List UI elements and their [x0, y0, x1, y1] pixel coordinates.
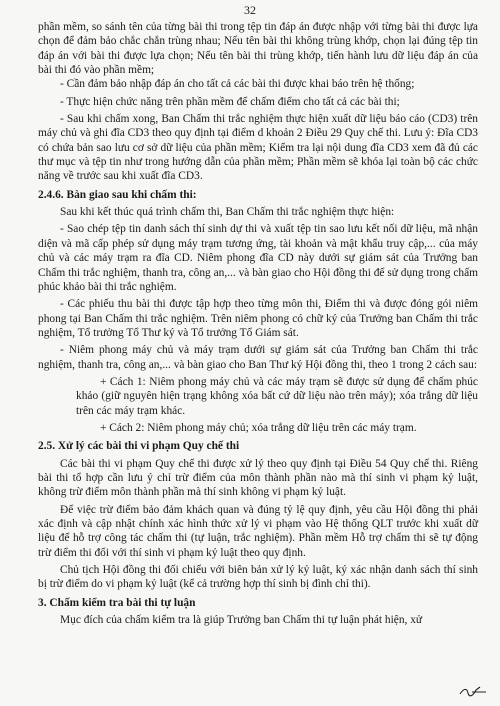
paragraph-continuation: phần mềm, so sánh tên của từng bài thi trong tệp tin đáp án được nhập với từng bài thi được lựa chọn để đảm bảo chắc chắn trùng nhau; Nếu tên bài thi không trùng khớp, chọn lại đúng tệp tin đáp án với bài thi được lựa chọn; Nếu tên bài thi trùng khớp, tiến hành lưu dữ liệu đáp án của bài thi đó vào phần mềm; — [38, 21, 478, 77]
heading-2-4-6: 2.4.6. Bàn giao sau khi chấm thi: — [38, 188, 197, 201]
paragraph-purpose: Mục đích của chấm kiểm tra là giúp Trưởng ban Chấm thi tự luận phát hiện, xử — [60, 614, 423, 627]
bullet-enter-answers: - Cần đảm bảo nhập đáp án cho tất cả các bài thi được khai báo trên hệ thống; — [60, 78, 415, 91]
heading-3: 3. Chấm kiểm tra bài thi tự luận — [38, 596, 196, 609]
bullet-export-cd3: - Sau khi chấm xong, Ban Chấm thi trắc nghiệm thực hiện xuất dữ liệu báo cáo (CD3) trên máy chủ và ghi đĩa CD3 theo quy định tại điểm d khoản 2 Điều 29 Quy chế thi. Lưu ý: Đĩa CD3 có chứa bản sao lưu cơ sở dữ liệu của phần mềm; Kiểm tra lại nội dung đĩa CD3 xem đã đủ các thư mục và tệp tin như trong hướng dẫn của phần mềm; Phần mềm sẽ khóa lại toàn bộ các chức năng về trước sau khi xuất đĩa CD3. — [38, 113, 478, 183]
bullet-copy-files: - Sao chép tệp tin danh sách thí sinh dự thi và xuất tệp tin sao lưu kết nối dữ liệu, mã nhận diện và mã cấp phép sử dụng máy trạm tương ứng, tài khoản và mật khẩu truy cập,... của máy chủ và các máy trạm ra đĩa CD. Niêm phong đĩa CD này dưới sự giám sát của Trưởng ban Chấm thi trắc nghiệm, thanh tra, công an,... và bàn giao cho Hội đồng thi để sử dụng trong chấm phúc khảo bài thi trắc nghiệm. — [38, 223, 478, 293]
page-number: 32 — [244, 3, 256, 17]
bullet-seal-machines: - Niêm phong máy chủ và máy trạm dưới sự giám sát của Trưởng ban Chấm thi trắc nghiệm, thanh tra, công an,... và bàn giao cho Ban Thư ký Hội đồng thi, theo 1 trong 2 cách sau: — [38, 344, 478, 371]
heading-2-5: 2.5. Xử lý các bài thi vi phạm Quy chế thi — [38, 440, 240, 453]
initials-signature — [458, 684, 488, 698]
paragraph-violations: Các bài thi vi phạm Quy chế thi được xử lý theo quy định tại Điều 54 Quy chế thi. Riêng bài thi tổ hợp cần lưu ý chỉ trừ điểm của môn thành phần nào mà thí sinh vi phạm kỷ luật, không trừ điểm môn thành phần mà thí sinh không vi phạm kỷ luật. — [38, 457, 478, 499]
paragraph-deduction: Để việc trừ điểm bảo đảm khách quan và đúng tỷ lệ quy định, yêu cầu Hội đồng thi phải xác định và cập nhật chính xác hình thức xử lý vi phạm vào Hệ thống QLT trước khi xuất dữ liệu để hỗ trợ công tác chấm thi (tự luận, trắc nghiệm). Phần mềm Hỗ trợ chấm thi sẽ tự động trừ điểm thi đối với thí sinh vi phạm kỷ luật theo quy định. — [38, 503, 478, 559]
paragraph-handover-intro: Sau khi kết thúc quá trình chấm thi, Ban Chấm thi trắc nghiệm thực hiện: — [60, 206, 395, 219]
option-2: + Cách 2: Niêm phong máy chủ; xóa trắng dữ liệu trên các máy trạm. — [100, 421, 417, 434]
paragraph-chairman: Chủ tịch Hội đồng thi đối chiếu với biên bản xử lý kỷ luật, ký xác nhận danh sách thí sinh bị trừ điểm do vi phạm kỷ luật (kể cả trường hợp thí sinh bị đình chỉ thi). — [38, 564, 478, 591]
bullet-answer-sheets: - Các phiếu thu bài thi được tập hợp theo từng môn thi, Điểm thi và được đóng gói niêm phong tại Ban Chấm thi trắc nghiệm. Trên niêm phong có chữ ký của Trưởng ban Chấm thi trắc nghiệm, Tổ trưởng Tổ Thư ký và Tổ trưởng Tổ Giám sát. — [38, 298, 478, 339]
page-body — [38, 20, 478, 627]
bullet-grade-function: - Thực hiện chức năng trên phần mềm để chấm điểm cho tất cả các bài thi; — [60, 95, 400, 108]
option-1: + Cách 1: Niêm phong máy chủ và các máy trạm sẽ được sử dụng để chấm phúc khảo (giữ nguyên hiện trạng không xóa bất cứ dữ liệu nào trên máy); xóa trắng dữ liệu trên các máy trạm khác. — [76, 375, 478, 417]
